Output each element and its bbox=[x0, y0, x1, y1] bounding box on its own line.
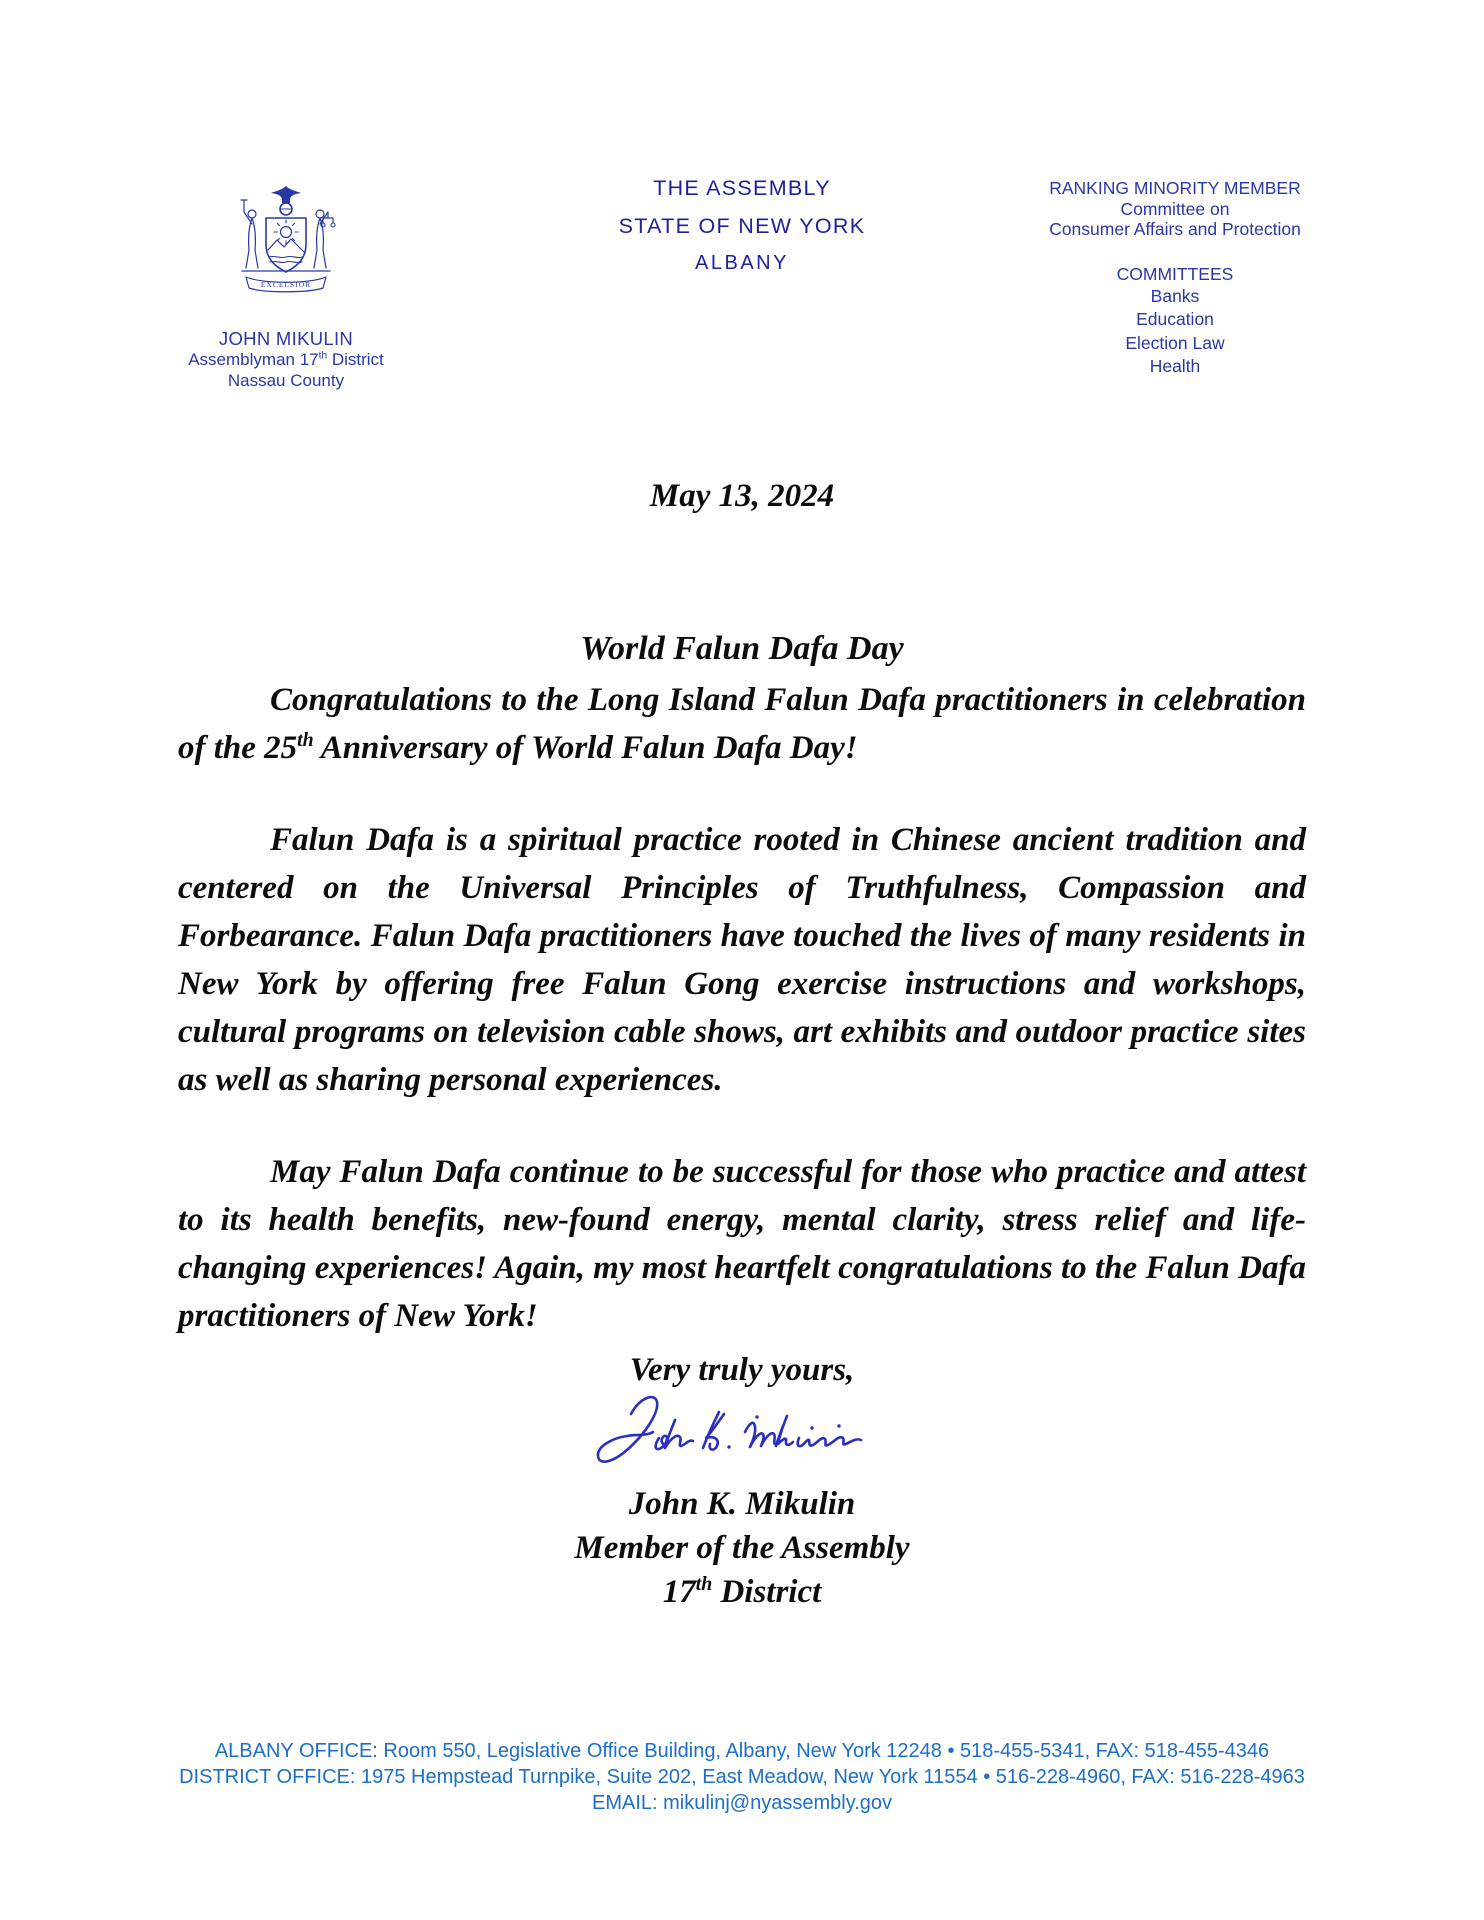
committee-item: Health bbox=[1149, 356, 1201, 377]
signer-title: Member of the Assembly bbox=[574, 1530, 910, 1566]
paragraph-1-rest: Anniversary of World Falun Dafa Day! bbox=[313, 730, 858, 766]
assembly-line: THE ASSEMBLY bbox=[653, 176, 831, 200]
albany-office-line: ALBANY OFFICE: Room 550, Legislative Office Building, Albany, New York 12248 • 518-455-5341, FAX: 518-455-4346 bbox=[214, 1740, 1270, 1762]
paragraph-1-text: Congratulations to the Long Island Falun Dafa practitioners in celebration of the 25 bbox=[178, 682, 1306, 766]
albany-line: ALBANY bbox=[695, 252, 789, 274]
member-title bbox=[166, 349, 406, 370]
ranking-member-line: RANKING MINORITY MEMBER bbox=[1049, 178, 1301, 198]
letter-body bbox=[178, 676, 1306, 1384]
signer-district-text: District bbox=[712, 1574, 822, 1610]
handwritten-signature bbox=[587, 1388, 897, 1480]
member-county: Nassau County bbox=[227, 371, 345, 390]
signer-district-number: 17 bbox=[662, 1574, 696, 1610]
state-line: STATE OF NEW YORK bbox=[618, 214, 866, 238]
seal-motto: EXCELSIOR bbox=[260, 280, 312, 289]
committee-item: Banks bbox=[1150, 285, 1200, 306]
member-title-sup: th bbox=[318, 350, 328, 362]
letter-title: World Falun Dafa Day bbox=[580, 630, 904, 667]
signer-district-sup: th bbox=[695, 1573, 713, 1595]
paragraph-1-sup: th bbox=[297, 729, 314, 751]
closing-salutation: Very truly yours, bbox=[629, 1352, 855, 1388]
committee-item: Election Law bbox=[1125, 332, 1225, 353]
signer-block bbox=[0, 1482, 1484, 1614]
paragraph-1 bbox=[178, 676, 1306, 772]
letter-date: May 13, 2024 bbox=[649, 478, 835, 514]
paragraph-2: Falun Dafa is a spiritual practice rooted in Chinese ancient tradition and centered on the Universal Principles of Truthfulness, Compassion and Forbearance. Falun Dafa practitioners have touched the lives of many residents in New York by offering free Falun Gong exercise instructions and workshops, cultural programs on television cable shows, art exhibits and outdoor practice sites as well as sharing personal experiences. bbox=[178, 822, 1306, 1098]
signer-name: John K. Mikulin bbox=[628, 1486, 856, 1522]
letterhead-right bbox=[1030, 178, 1320, 379]
member-title-rest: District bbox=[327, 350, 384, 369]
committee-item: Education bbox=[1136, 309, 1214, 330]
member-name: JOHN MIKULIN bbox=[218, 328, 354, 349]
member-title-text: Assemblyman 17 bbox=[188, 350, 319, 369]
committees-heading: COMMITTEES bbox=[1116, 263, 1234, 284]
paragraph-3: May Falun Dafa continue to be successful for those who practice and attest to its health benefits, new-found energy, mental clarity, stress relief and life-changing experiences! Again, my most heartfelt congratulations to the Falun Dafa practitioners of New York! bbox=[178, 1154, 1306, 1334]
email-line: EMAIL: mikulinj@nyassembly.gov bbox=[591, 1792, 893, 1814]
committee-on-line: Committee on bbox=[1120, 198, 1230, 219]
office-contact-footer bbox=[0, 1738, 1484, 1816]
committee-list bbox=[1030, 285, 1320, 380]
signature-block bbox=[0, 1388, 1484, 1480]
signer-district bbox=[0, 1570, 1484, 1614]
district-office-line: DISTRICT OFFICE: 1975 Hempstead Turnpike, Suite 202, East Meadow, New York 11554 • 516-228-4960, FAX: 516-228-4963 bbox=[179, 1766, 1305, 1788]
committee-name-line: Consumer Affairs and Protection bbox=[1049, 219, 1301, 240]
